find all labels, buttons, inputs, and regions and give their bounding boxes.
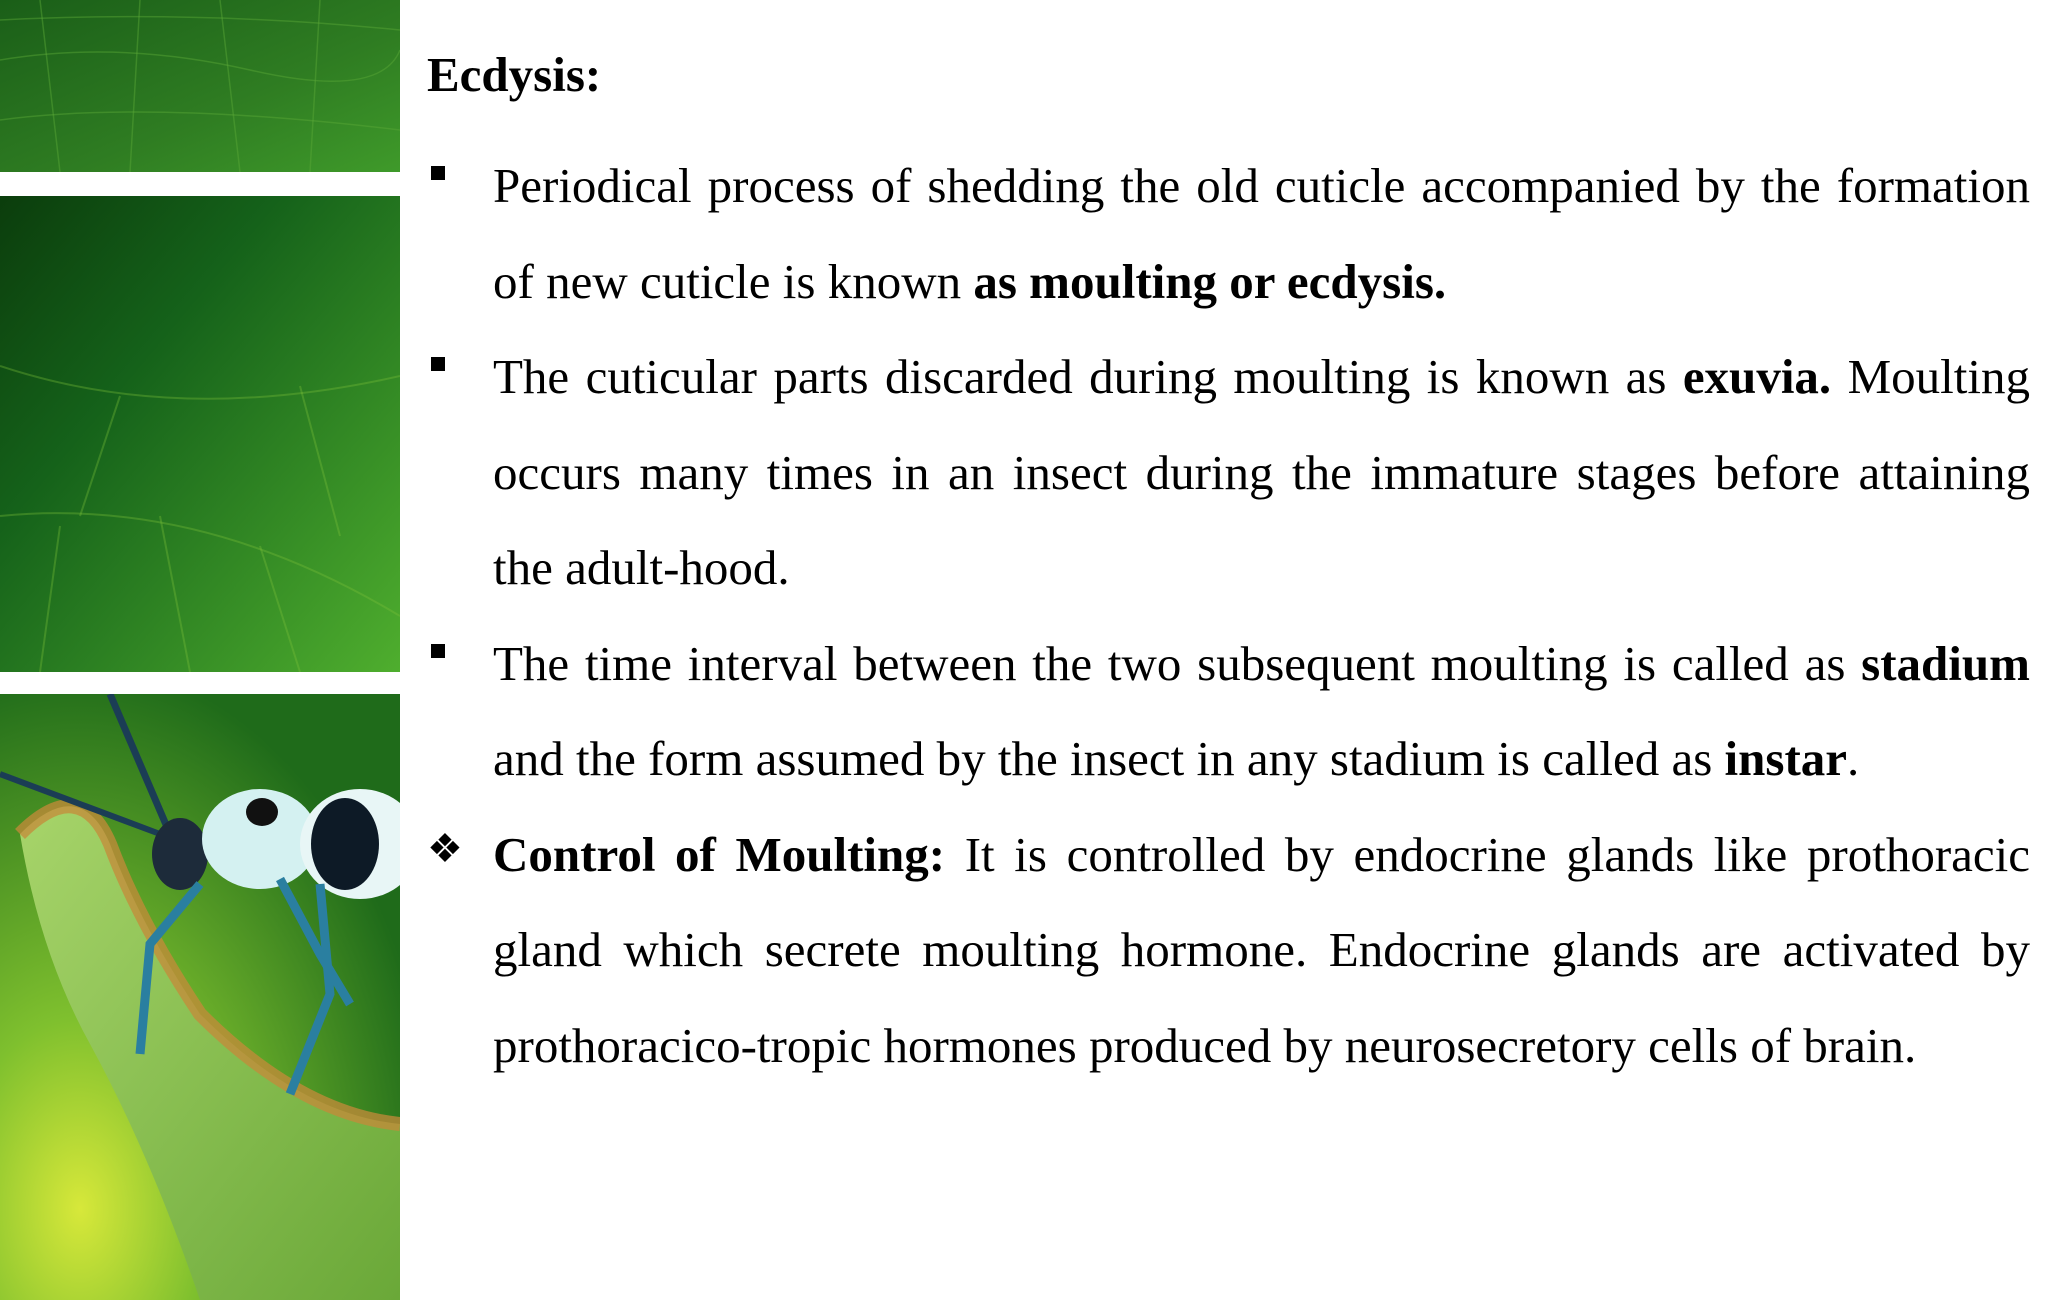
bullet-bold-text: exuvia. — [1682, 349, 1832, 404]
bullet-text: The cuticular parts discarded during moulting is known as — [493, 349, 1683, 404]
beetle-on-leaf-image — [0, 694, 400, 1300]
leaf-texture-top-image — [0, 0, 400, 172]
bullet-text: It is controlled by endocrine glands like prothoracic gland which secrete moulting hormone. Endocrine glands are activated by prothoracico-tropic hormones produced by neurosecretory cells of brain. — [493, 826, 2030, 1073]
bullet-item-stadium-instar — [427, 616, 2030, 807]
bullet-text: and the form assumed by the insect in any stadium is called as — [493, 731, 1725, 786]
bullet-bold-text: as moulting or ecdysis. — [973, 253, 1447, 309]
bullet-bold-text: instar — [1724, 731, 1848, 786]
square-bullet-icon — [431, 357, 445, 371]
decorative-side-panel — [0, 0, 400, 1300]
slide-heading: Ecdysis: — [427, 47, 602, 102]
slide-content — [427, 42, 2030, 1093]
square-bullet-icon — [431, 644, 445, 658]
bullet-text: The time interval between the two subsequent moulting is called as — [493, 635, 1862, 691]
square-bullet-icon — [431, 166, 445, 180]
bullet-item-control-of-moulting — [427, 807, 2030, 1094]
bullet-text: Periodical process of shedding the old cuticle accompanied by the formation of new cuticle is known — [493, 158, 2030, 309]
bullet-item-exuvia — [427, 329, 2030, 616]
bullet-bold-text: Control of Moulting: — [493, 826, 946, 882]
diamond-bullet-icon: ❖ — [427, 825, 463, 871]
bullet-item-moulting-definition — [427, 138, 2030, 329]
bullet-text: Moulting occurs many times in an insect during the immature stages before attaining the adult-hood. — [493, 349, 2030, 595]
bullet-text: . — [1847, 731, 1860, 786]
bullet-bold-text: stadium — [1861, 635, 2030, 691]
leaf-texture-middle-image — [0, 196, 400, 672]
